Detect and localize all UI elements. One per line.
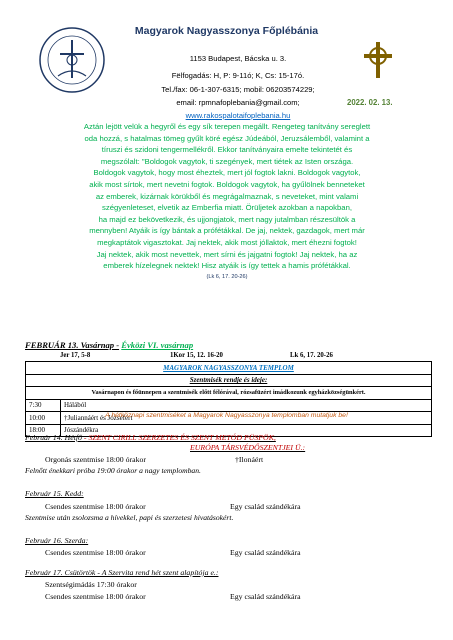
- gospel-line: mennyben! Atyáik is így bántak a prófétákkal. De jaj, nektek, gazdagok, mert már: [89, 226, 365, 236]
- gospel-line: akik most sírtok, mert nevetni fogtok. Boldogok vagytok, ha gyűlölnek benneteket: [89, 179, 365, 189]
- reading-second: 1Kor 15, 12. 16-20: [170, 352, 223, 359]
- mass-intention: Hálából: [61, 399, 432, 412]
- sunday-heading: [25, 340, 193, 350]
- day-heading: Február 14. Hétfő - SZENT CIRILL SZERZETES ÉS SZENT METÓD PÜSPÖK,: [25, 433, 276, 442]
- schedule-subtitle: Szentmisék rendje és ideje:: [26, 374, 432, 387]
- day-note: Szentmise után zsolozsma a hívekkel, papi és szerzetesi hivatásokért.: [25, 513, 234, 522]
- gospel-line: Jaj nektek, akik most nevettek, mert sírni és jajgatni fogtok! Jaj nektek, ha az: [96, 249, 358, 259]
- issue-date: 2022. 02. 13.: [347, 98, 393, 107]
- day-heading: Február 16. Szerda:: [25, 536, 89, 545]
- church-name: MAGYAROK NAGYASSZONYA TEMPLOM: [26, 362, 432, 375]
- rosary-note: Vasárnapon és főünnepen a szentmisék előtt félórával, rózsafüzért imádkozunk egyházközségünkért.: [26, 387, 432, 400]
- mass-schedule-table: [25, 361, 432, 437]
- gospel-line: Boldogok vagytok, hogy most éheztek, mert jól fogtok lakni. Boldogok vagytok,: [93, 168, 361, 178]
- gospel-line: megszólalt: "Boldogok vagytok, ti szegények, mert tiétek az Isten országa.: [100, 156, 354, 166]
- day-feast-cont: EURÓPA TÁRSVÉDŐSZENTJEI Ü.:: [190, 443, 306, 452]
- parish-address: 1153 Budapest, Bácska u. 3.: [189, 54, 287, 63]
- gospel-line: Aztán lejött velük a hegyről és egy sík terepen megállt. Rengeteg tanítvány sereglett: [83, 122, 371, 131]
- day-heading: Február 17. Csütörtök - A Szervita rend hét szent alapítója e.:: [25, 568, 219, 577]
- website-link[interactable]: www.rakospalotaifoplebania.hu: [185, 111, 291, 120]
- gospel-line: az emberek, kizárnak körükből és megrágalmaznak, s neveteket, mint valami: [95, 191, 359, 201]
- table-row: [26, 399, 432, 412]
- gospel-text: [18, 121, 436, 283]
- reading-gospel: Lk 6, 17. 20-26: [290, 352, 333, 359]
- mass-intention: Jószándékra: [61, 424, 432, 437]
- gospel-line: megkaptátok vigasztokat. Jaj nektek, akik most jóllaktok, mert éhezni fogtok!: [97, 237, 357, 247]
- day-note: Felnőtt énekkari próba 19:00 órakor a nagy templomban.: [25, 466, 201, 475]
- mass-time: 18:00: [26, 424, 61, 437]
- mass-intention: †Juliannáért és Józsefért: [61, 412, 432, 425]
- phone-line: Tel./fax: 06-1-307-6315; mobil: 06203574229;: [161, 85, 315, 94]
- email-line: email: rpmnafoplebania@gmail.com;: [176, 98, 300, 107]
- celtic-cross-icon: [358, 40, 398, 80]
- day-heading: Február 15. Kedd:: [25, 489, 84, 498]
- sunday-feast: Évközi VI. vasárnap: [121, 340, 194, 350]
- sunday-date: FEBRUÁR 13. Vasárnap -: [25, 340, 120, 350]
- gospel-line: szégyenleteset, elvetik az Emberfia miatt. Örüljetek azokban a napokban,: [102, 203, 352, 213]
- gospel-reference: (Lk 6, 17. 20-26): [206, 273, 248, 280]
- gospel-line: ha majd ez bekövetkezik, és ujjongjatok, mert nagy jutalmban részesültök a: [98, 214, 356, 224]
- mass-time: 10:00: [26, 412, 61, 425]
- gospel-line: tíruszi és szidoni tengermellékről. Ekkor tanítványaira emelte tekintetét és: [101, 145, 353, 155]
- mass-time: 7:30: [26, 399, 61, 412]
- gospel-line: emberek hízelegnek nektek! Hisz atyáik is így tettek a hamis prófétákkal.: [103, 261, 351, 271]
- office-hours: Fëlfogadás: H, P: 9-11ó; K, Cs: 15-17ó.: [171, 71, 305, 80]
- parish-title: Magyarok Nagyasszonya Főplébánia: [134, 25, 319, 37]
- gospel-line: oda hozzá, s hatalmas tömeg gyűlt köré egész Júdeából, Jeruzsálemből, valamint a: [84, 133, 370, 143]
- weekday-notice: A hétköznapi szentmiséket a Magyarok Nagyasszonya templomban mutatjuk be!: [105, 412, 348, 419]
- reading-first: Jer 17, 5-8: [60, 352, 91, 359]
